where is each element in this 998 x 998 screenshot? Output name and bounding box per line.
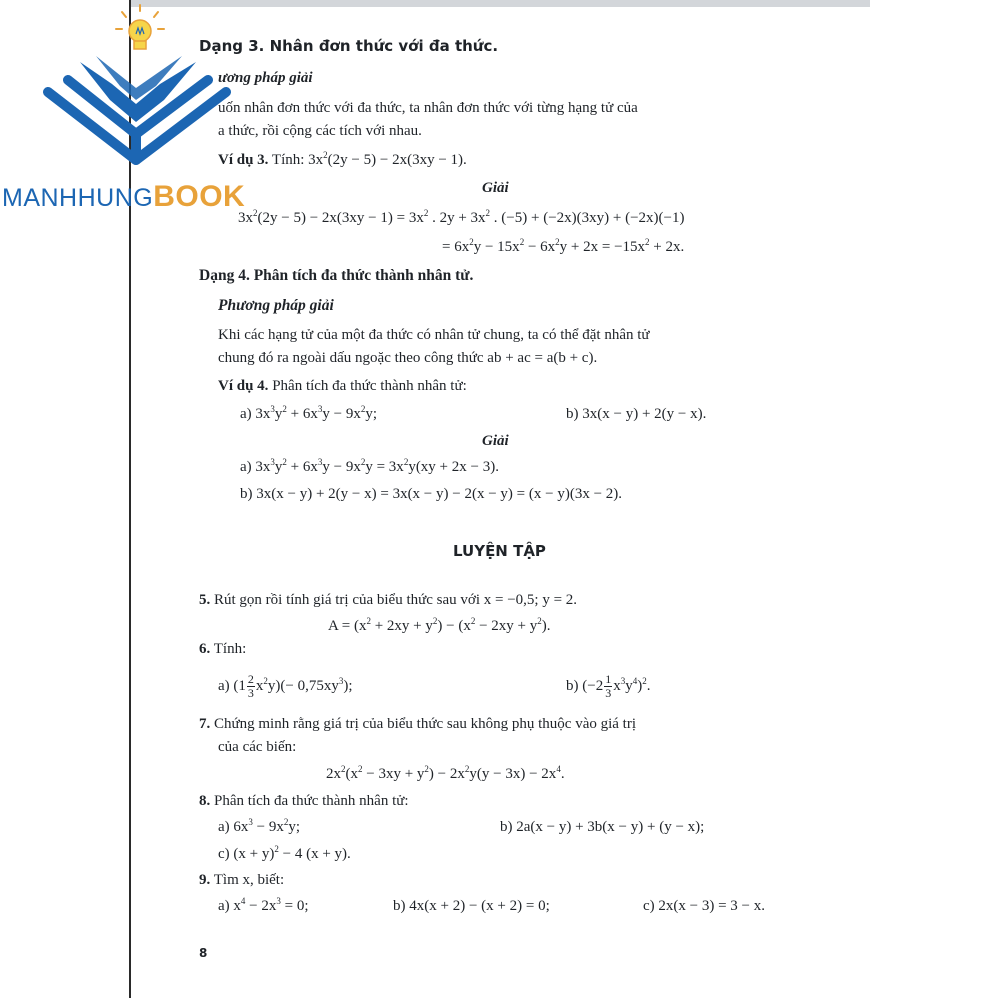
dang3-solution-title: Giải: [482, 180, 509, 196]
dang3-method-line2: a thức, rồi cộng các tích với nhau.: [218, 123, 422, 139]
dang3-heading: Dạng 3. Nhân đơn thức với đa thức.: [199, 37, 499, 55]
exercise-8-c: c) $(x + y)^2 - 4$ (x + y).: [218, 844, 351, 862]
exercise-9-c: c) 2x(x − 3) = 3 − x.: [643, 898, 766, 914]
example3: Ví dụ 3. Tính: $3x^2(2y - 5) - 2x(3xy - 1)$.: [218, 150, 467, 168]
exercise-6: 6. Tính:: [199, 641, 247, 657]
dang4-solution-b: b) 3x(x − y) + 2(y − x) = 3x(x − y) − 2(x − y) = (x − y)(3x − 2).: [240, 486, 623, 502]
exercise-8-a: a) $6x^3 - 9x^2y$;: [218, 817, 301, 835]
exercise-7-line2: của các biến:: [218, 739, 297, 755]
exercise-9-b: b) 4x(x + 2) − (x + 2) = 0;: [393, 898, 550, 914]
exercise-6-b: b) (−2 $\frac{1}{3}$ $x^3y^4)^2$.: [566, 672, 651, 700]
exercise-9: 9. Tìm x, biết:: [199, 872, 285, 888]
exercise-8: 8. Phân tích đa thức thành nhân tử:: [199, 793, 409, 809]
exercise-6-a: a) (1 $\frac{2}{3}$ $x^2y)(- 0,75xy^3)$;: [218, 672, 353, 700]
dang4-method-line1: Khi các hạng tử của một đa thức có nhân tử chung, ta có thể đặt nhân tử: [218, 327, 650, 343]
dang4-heading: Dạng 4. Phân tích đa thức thành nhân tử.: [199, 267, 474, 284]
practice-heading: LUYỆN TẬP: [453, 542, 546, 560]
exercise-9-a: a) $x^4 - 2x^3 = 0$;: [218, 896, 309, 914]
dang4-solution-title: Giải: [482, 433, 509, 449]
dang4-method-line2: chung đó ra ngoài dấu ngoặc theo công thức ab + ac = a(b + c).: [218, 350, 598, 366]
exercise-5-expression: $A = (x^2 + 2xy + y^2) - (x^2 - 2xy + y^2)$.: [328, 616, 551, 634]
exercise-5: 5. Rút gọn rồi tính giá trị của biểu thức sau với x = −0,5; y = 2.: [199, 592, 578, 608]
dang3-method-title: ương pháp giải: [218, 70, 313, 86]
exercise-7: 7. Chứng minh rằng giá trị của biểu thức sau không phụ thuộc vào giá trị: [199, 716, 637, 732]
light-bulb-icon: [110, 2, 170, 58]
example4-b: b) 3x(x − y) + 2(y − x).: [566, 406, 707, 422]
dang3-solution-line1: $3x^2(2y - 5) - 2x(3xy - 1) = 3x^2$ . $2y + 3x^2$ . (−5) + (−2x)(3xy) + (−2x)(−1): [238, 208, 685, 226]
example4-a: a) $3x^3y^2 + 6x^3y - 9x^2y$;: [240, 404, 378, 422]
dang4-method-title: Phương pháp giải: [218, 297, 334, 314]
dang4-solution-a: a) $3x^3y^2 + 6x^3y - 9x^2y = 3x^2y(xy + 2x - 3)$.: [240, 457, 499, 475]
exercise-8-b: b) 2a(x − y) + 3b(x − y) + (y − x);: [500, 819, 705, 835]
exercise-7-expression: $2x^2(x^2 - 3xy + y^2) - 2x^2y(y - 3x) - 2x^4$.: [326, 764, 565, 782]
dang3-method-line1: uốn nhân đơn thức với đa thức, ta nhân đơn thức với từng hạng tử của: [218, 100, 638, 116]
logo-text: MANHHUNGBOOK: [2, 180, 246, 213]
example4: Ví dụ 4. Phân tích đa thức thành nhân tử:: [218, 378, 467, 394]
page-number: 8: [199, 946, 208, 960]
dang3-solution-line2: = $6x^2y - 15x^2 - 6x^2y + 2x = -15x^2 + 2x$.: [442, 237, 685, 255]
